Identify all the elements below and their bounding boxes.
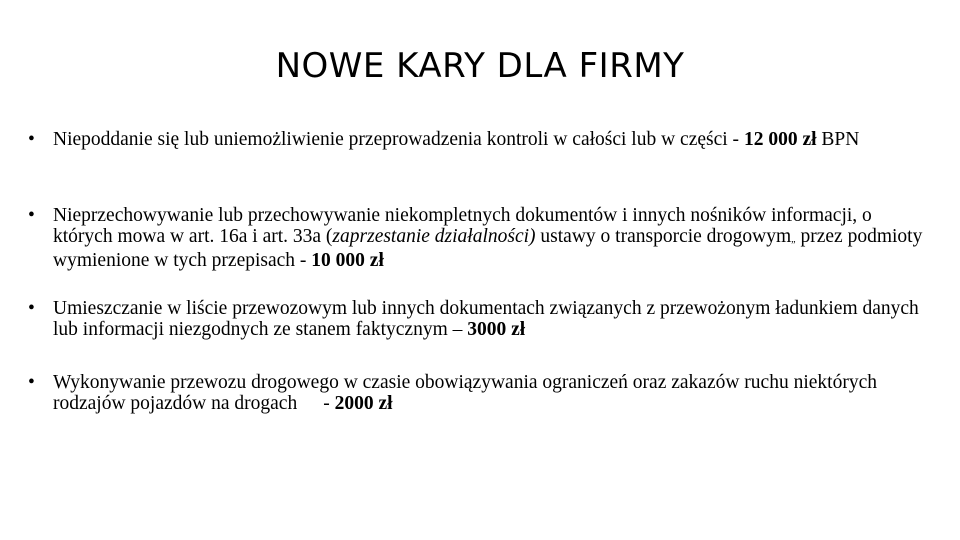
list-item-text: Nieprzechowywanie lub przechowywanie niekompletnych dokumentów i innych nośników informacji, o których mowa w art. 16a i art. 33a (zaprzestanie działalności) ustawy o transporcie drogowym„ przez podmioty wymienione w tych przepisach - 10 000 zł — [53, 205, 923, 271]
penalty-amount: 12 000 zł — [743, 129, 817, 150]
bullet-marker: • — [28, 205, 35, 226]
list-item-text: Niepoddanie się lub uniemożliwienie przeprowadzenia kontroli w całości lub w części - 12 000 zł BPN — [53, 129, 860, 150]
list-item — [28, 205, 928, 271]
list-item — [28, 372, 928, 414]
list-item — [28, 129, 928, 150]
list-item — [28, 298, 928, 340]
list-item-text: Wykonywanie przewozu drogowego w czasie obowiązywania ograniczeń oraz zakazów ruchu niektórych rodzajów pojazdów na drogach - 2000 zł — [53, 372, 877, 414]
penalty-amount: 2000 zł — [334, 393, 393, 414]
penalty-amount: 10 000 zł — [311, 250, 384, 271]
bullet-marker: • — [28, 129, 35, 150]
list-item-text: Umieszczanie w liście przewozowym lub innych dokumentach związanych z przewożonym ładunkiem danych lub informacji niezgodnych ze stanem faktycznym – 3000 zł — [53, 298, 919, 340]
slide-title: NOWE KARY DLA FIRMY — [275, 46, 685, 86]
italic-note: zaprzestanie działalności) — [332, 226, 536, 247]
bullet-marker: • — [28, 372, 35, 393]
penalty-amount: 3000 zł — [467, 319, 526, 340]
bullet-marker: • — [28, 298, 35, 319]
